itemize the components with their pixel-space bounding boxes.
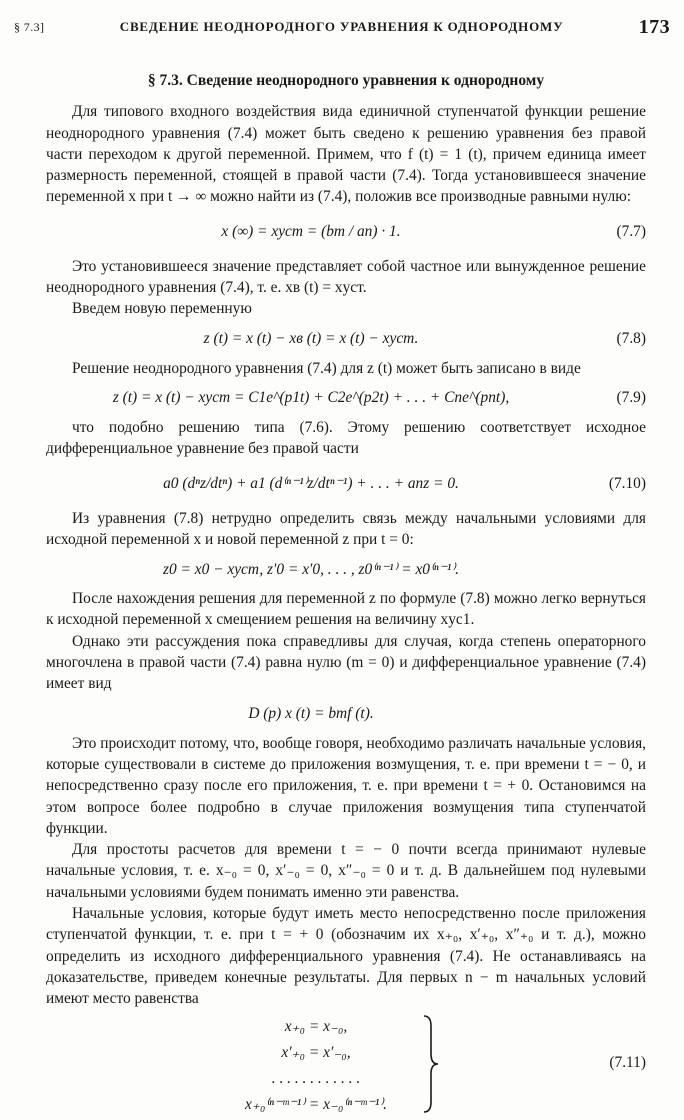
paragraph: Из уравнения (7.8) нетрудно определить связь между начальными условиями для исходной переменной x и новой переменной z при t = 0: [46,509,646,548]
paragraph: Это установившееся значение представляет собой частное или вынужденное решение неоднородного уравнения (7.4), т. е. xв (t) = xуст. [46,257,646,297]
running-title: СВЕДЕНИЕ НЕОДНОРОДНОГО УРАВНЕНИЯ К ОДНОРОДНОМУ [119,19,564,34]
paragraph: Это происходит потому, что, вообще говоря, необходимо различать начальные условия, которые существовали в системе до приложения возмущения, т. е. при времени t = − 0, и непосредственно сразу после его приложения, т. е. при времени t = + 0. Остановимся на этом вопросе более подробно в случае приложения возмущения типа ступенчатой функции. [46,734,646,837]
equation-line: x′₊₀ = x′₋₀, [281,1043,351,1061]
right-brace-icon [421,1014,441,1114]
equation-formula: z0 = x0 − xуст, z′0 = x′0, . . . , z0⁽ⁿ⁻¹⁾ = x0⁽ⁿ⁻¹⁾. [163,560,459,578]
paragraph: Однако эти рассуждения пока справедливы для случая, когда степень операторного многочлена в правой части (7.4) равна нулю (m = 0) и дифференциальное уравнение (7.4) имеет вид [46,632,646,693]
paragraph: Для простоты расчетов для времени t = − 0 почти всегда принимают нулевые начальные условия, т. е. x₋₀ = 0, x′₋₀ = 0, x″₋₀ = 0 и т. д. В дальнейшем под нулевыми начальными условиями будем понимать именно эти равенства. [46,841,646,901]
equation-7-9 [46,383,646,413]
equation-formula: D (p) x (t) = bmf (t). [248,704,374,722]
equation-line: . . . . . . . . . . . . [271,1069,361,1087]
equation-7-10 [46,464,646,504]
running-header [14,12,670,42]
equation-lines [216,1014,416,1118]
equation-number: (7.8) [616,330,646,348]
page-body [46,70,646,1120]
section-ref: § 7.3] [14,19,45,34]
equation-number: (7.7) [616,223,646,241]
equation-formula: a0 (dⁿz/dtⁿ) + a1 (d⁽ⁿ⁻¹⁾z/dtⁿ⁻¹) + . . . + anz = 0. [163,474,459,492]
equation-initial-conditions [46,554,646,584]
equation-number: (7.10) [608,474,646,492]
equation-formula: x (∞) = xуст = (bm / an) · 1. [221,223,401,241]
equation-7-11 [46,1014,646,1120]
page-number: 173 [638,15,670,38]
paragraph: Решение неоднородного уравнения (7.4) для z (t) может быть записано в виде [72,359,581,377]
equation-formula: z (t) = x (t) − xв (t) = x (t) − xуст. [203,330,419,348]
paragraph: После нахождения решения для переменной z по формуле (7.8) можно легко вернуться к исходной переменной x смещением решения на величину xус1. [46,590,646,629]
equation-7-7 [46,212,646,252]
paragraph: что подобно решению типа (7.6). Этому решению соответствует исходное дифференциальное уравнение без правой части [46,418,646,458]
equation-formula: z (t) = x (t) − xуст = C1e^(p1t) + C2e^(p2t) + . . . + Cne^(pnt), [112,389,510,407]
paragraph: Для типового входного воздействия вида единичной ступенчатой функции решение неоднородного уравнения (7.4) может быть сведено к решению уравнения без правой части переходом к другой переменной. Примем, что f (t) = 1 (t), причем единица имеет размерность переменной, стоящей в правой части (7.4). Тогда установившееся значение переменной x при t → ∞ можно найти из (7.4), положив все производные равными нулю: [46,103,646,206]
paragraph: Начальные условия, которые будут иметь место непосредственно после приложения ступенчатой функции, т. е. при t = + 0 (обозначим их x₊₀, x′₊₀, x″₊₀ и т. д.), можно определить из исходного дифференциального уравнения (7.4). Не останавливаясь на доказательстве, приведем конечные результаты. Для первых n − m начальных условий имеют место равенства [46,905,646,1008]
equation-number: (7.9) [616,389,646,407]
paragraph: Введем новую переменную [72,300,252,318]
section-title: § 7.3. Сведение неоднородного уравнения к однородному [147,72,545,89]
equation-operator-form [46,699,646,729]
equation-line: x₊₀⁽ⁿ⁻ᵐ⁻¹⁾ = x₋₀⁽ⁿ⁻ᵐ⁻¹⁾. [245,1095,387,1113]
equation-7-8 [46,324,646,354]
equation-number: (7.11) [609,1053,646,1071]
equation-line: x₊₀ = x₋₀, [284,1017,348,1035]
